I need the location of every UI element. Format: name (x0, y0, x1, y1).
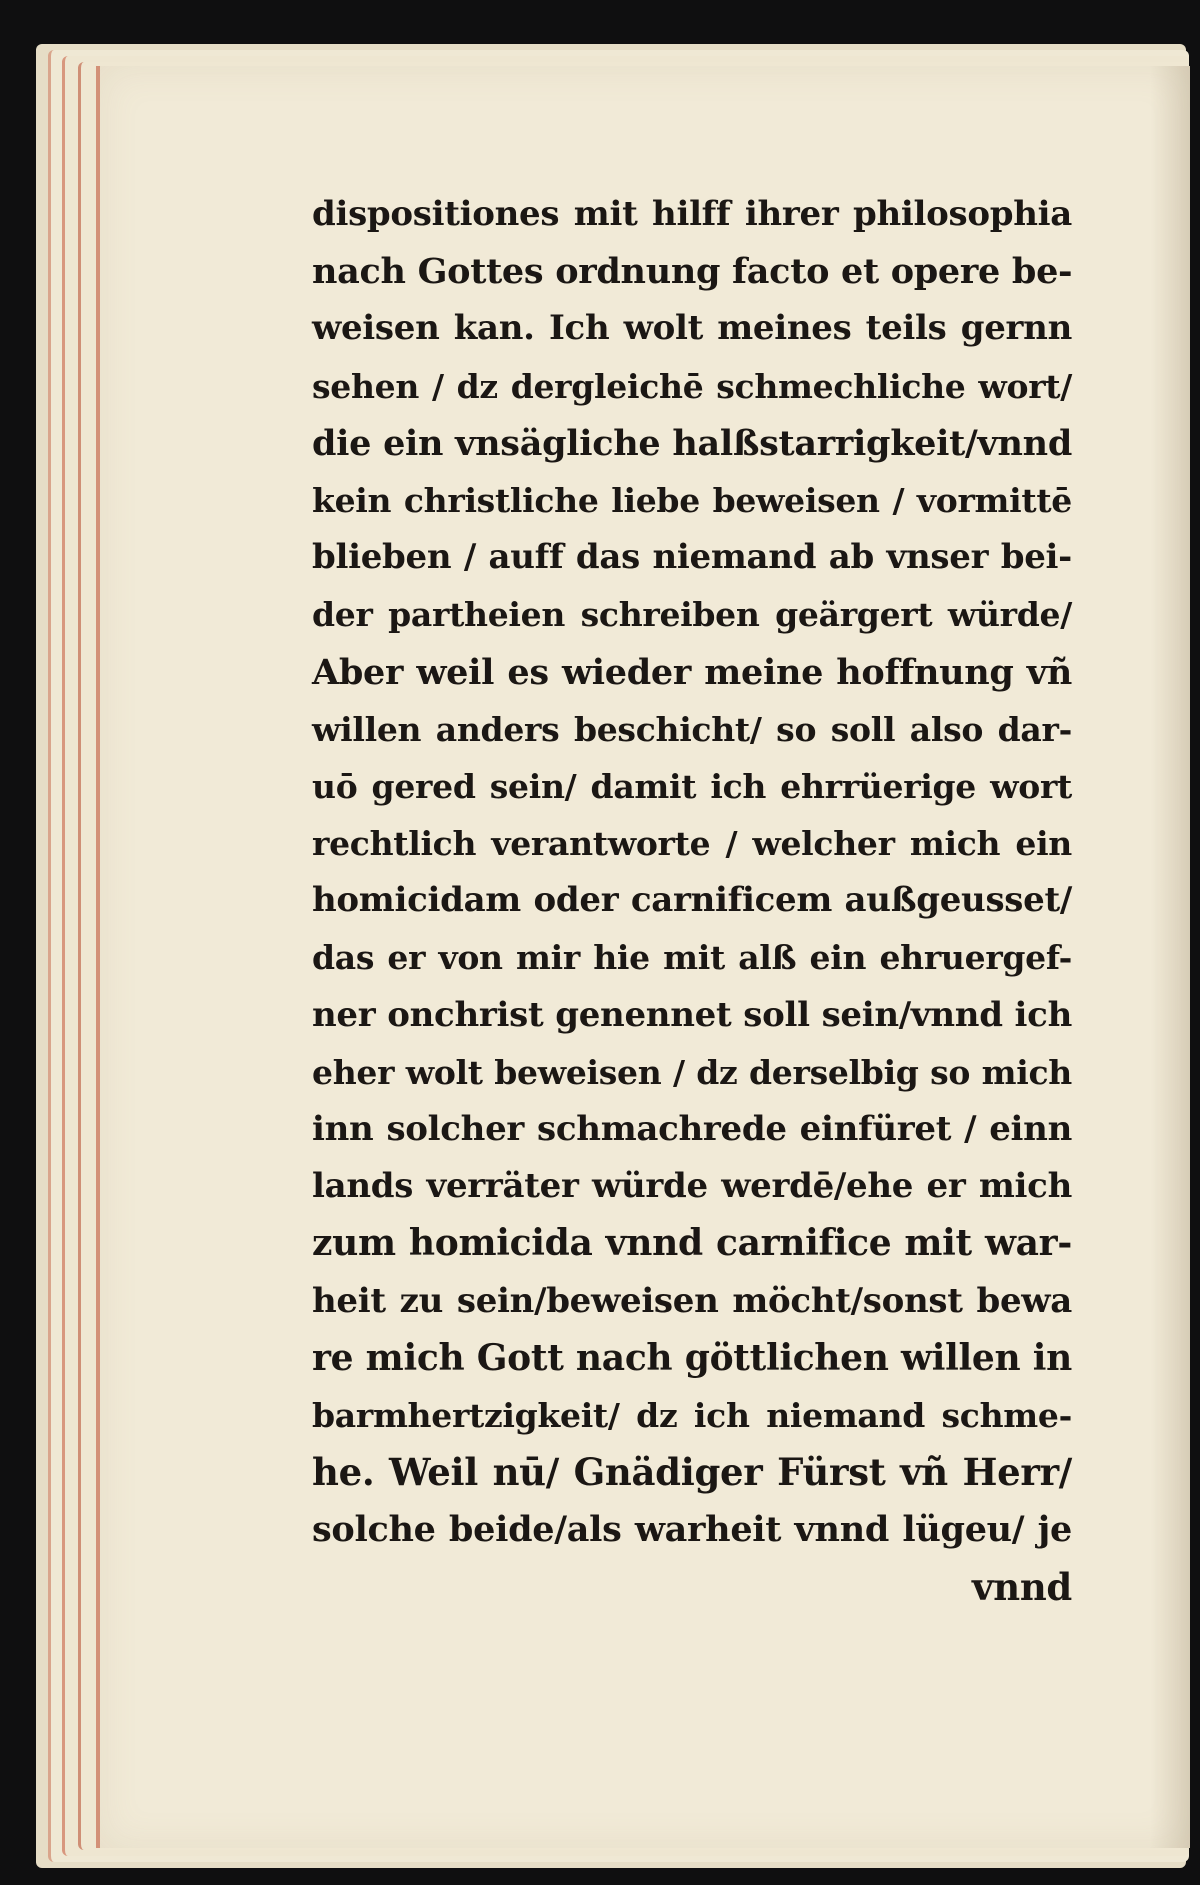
text-line: das er von mir hie mit alß ein ehruergef- (312, 938, 1072, 978)
text-line: uō gered sein/ damit ich ehrrüerige wort (312, 766, 1072, 806)
text-line: zum homicida vnnd carnifice mit war- (312, 1222, 1072, 1265)
text-line: heit zu sein/beweisen möcht/sonst bewa (312, 1280, 1072, 1321)
text-line: ner onchrist genennet soll sein/vnnd ich (312, 994, 1072, 1035)
catchword: vnnd (972, 1564, 1072, 1609)
text-line: barmhertzigkeit/ dz ich niemand schme- (312, 1395, 1072, 1435)
text-block (312, 186, 1072, 1616)
text-line: willen anders beschicht/ so soll also dar- (312, 709, 1072, 749)
text-line: inn solcher schmachrede einfüret / einn (312, 1109, 1072, 1149)
page-gutter-shadow (1150, 66, 1190, 1848)
text-line: dispositiones mit hilff ihrer philosophia (312, 194, 1072, 234)
text-line: die ein vnsägliche halßstarrigkeit/vnnd (312, 422, 1072, 464)
text-line: lands verräter würde werdē/ehe er mich (312, 1166, 1072, 1207)
text-line: rechtlich verantworte / welcher mich ein (312, 824, 1072, 864)
text-line: solche beide/als warheit vnnd lügeu/ je (312, 1509, 1072, 1551)
text-line: he. Weil nū/ Gnädiger Fürst vñ Herr/ (312, 1450, 1072, 1495)
text-line: kein christliche liebe beweisen / vormittē (312, 480, 1072, 520)
text-line: eher wolt beweisen / dz derselbig so mich (312, 1052, 1072, 1092)
text-line: weisen kan. Ich wolt meines teils gernn (312, 308, 1072, 349)
text-line: sehen / dz dergleichē schmechliche wort/ (312, 366, 1072, 406)
text-line: re mich Gott nach göttlichen willen in (312, 1336, 1072, 1379)
text-line: der partheien schreiben geärgert würde/ (312, 595, 1072, 635)
text-line: nach Gottes ordnung facto et opere be- (312, 251, 1073, 293)
text-line: homicidam oder carnificem außgeusset/ (312, 880, 1072, 921)
text-line: Aber weil es wieder meine hoffnung vñ (312, 651, 1072, 693)
text-line: blieben / auff das niemand ab vnser bei- (312, 537, 1072, 578)
